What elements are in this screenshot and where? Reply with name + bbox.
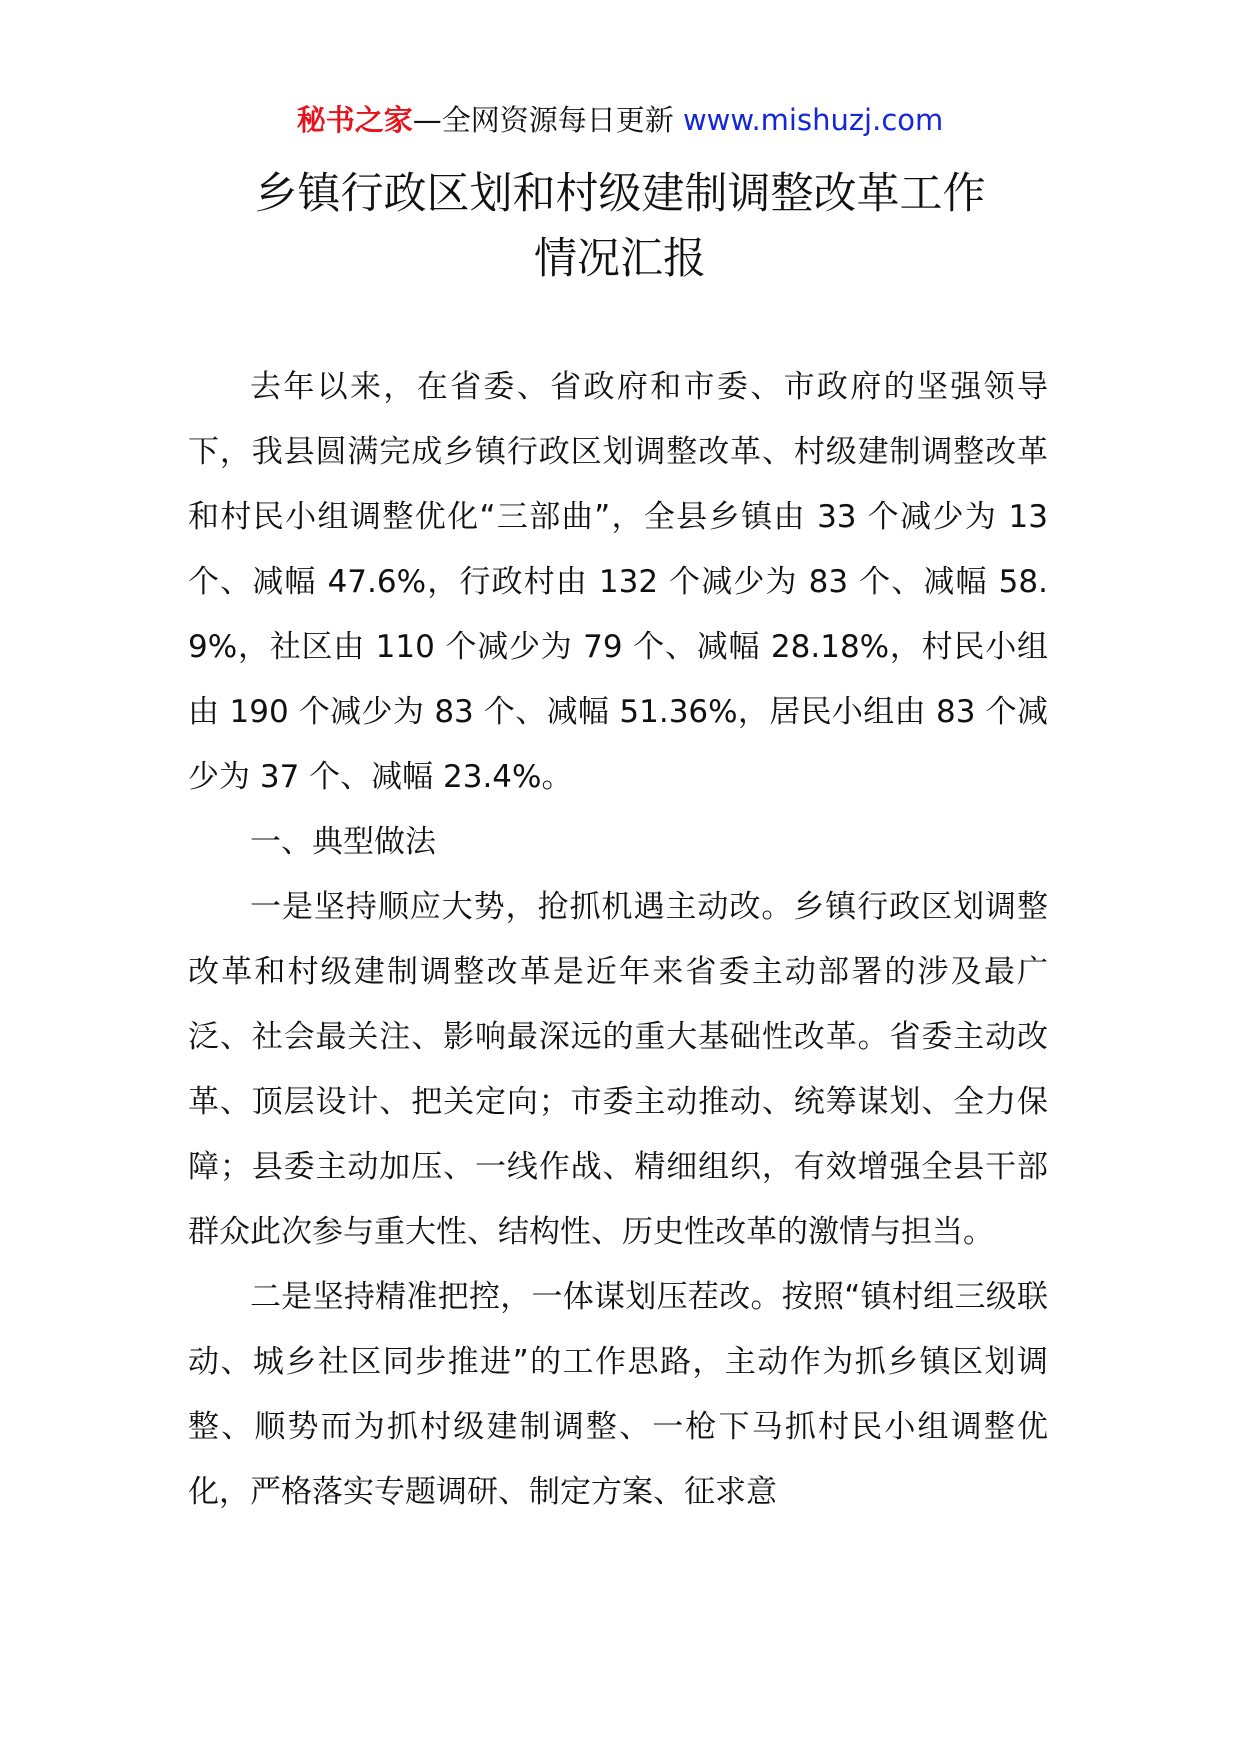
site-url-link[interactable]: www.mishuzj.com	[682, 103, 944, 137]
section-heading-typical-practices: 一、典型做法	[250, 824, 436, 860]
brand-name: 秘书之家	[296, 103, 413, 137]
paragraph-practice-1: 一是坚持顺应大势，抢抓机遇主动改。乡镇行政区划调整改革和村级建制调整改革是近年来省委主动部署的涉及最广泛、社会最关注、影响最深远的重大基础性改革。省委主动改革、顶层设计、把关定向；市委主动推动、统筹谋划、全力保障；县委主动加压、一线作战、精细组织，有效增强全县干部群众此次参与重大性、结构性、历史性改革的激情与担当。	[188, 889, 1048, 1250]
title-line-2: 情况汇报	[534, 234, 706, 284]
document-body	[188, 355, 1048, 1525]
paragraph-intro: 去年以来，在省委、省政府和市委、市政府的坚强领导下，我县圆满完成乡镇行政区划调整改革、村级建制调整改革和村民小组调整优化“三部曲”，全县乡镇由 33 个减少为 13 个、减幅 47.6%，行政村由 132 个减少为 83 个、减幅 58.9%，社区由 110 个减少为 79 个、减幅 28.18%，村民小组由 190 个减少为 83 个、减幅 51.36%，居民小组由 83 个减少为 37 个、减幅 23.4%。	[188, 369, 1048, 795]
paragraph-practice-2: 二是坚持精准把控，一体谋划压茬改。按照“镇村组三级联动、城乡社区同步推进”的工作思路，主动作为抓乡镇区划调整、顺势而为抓村级建制调整、一枪下马抓村民小组调整优化，严格落实专题调研、制定方案、征求意	[188, 1279, 1048, 1510]
site-header	[0, 100, 1240, 140]
header-tagline: —全网资源每日更新	[412, 103, 674, 137]
title-line-1: 乡镇行政区划和村级建制调整改革工作	[254, 169, 986, 219]
document-title	[0, 162, 1240, 292]
